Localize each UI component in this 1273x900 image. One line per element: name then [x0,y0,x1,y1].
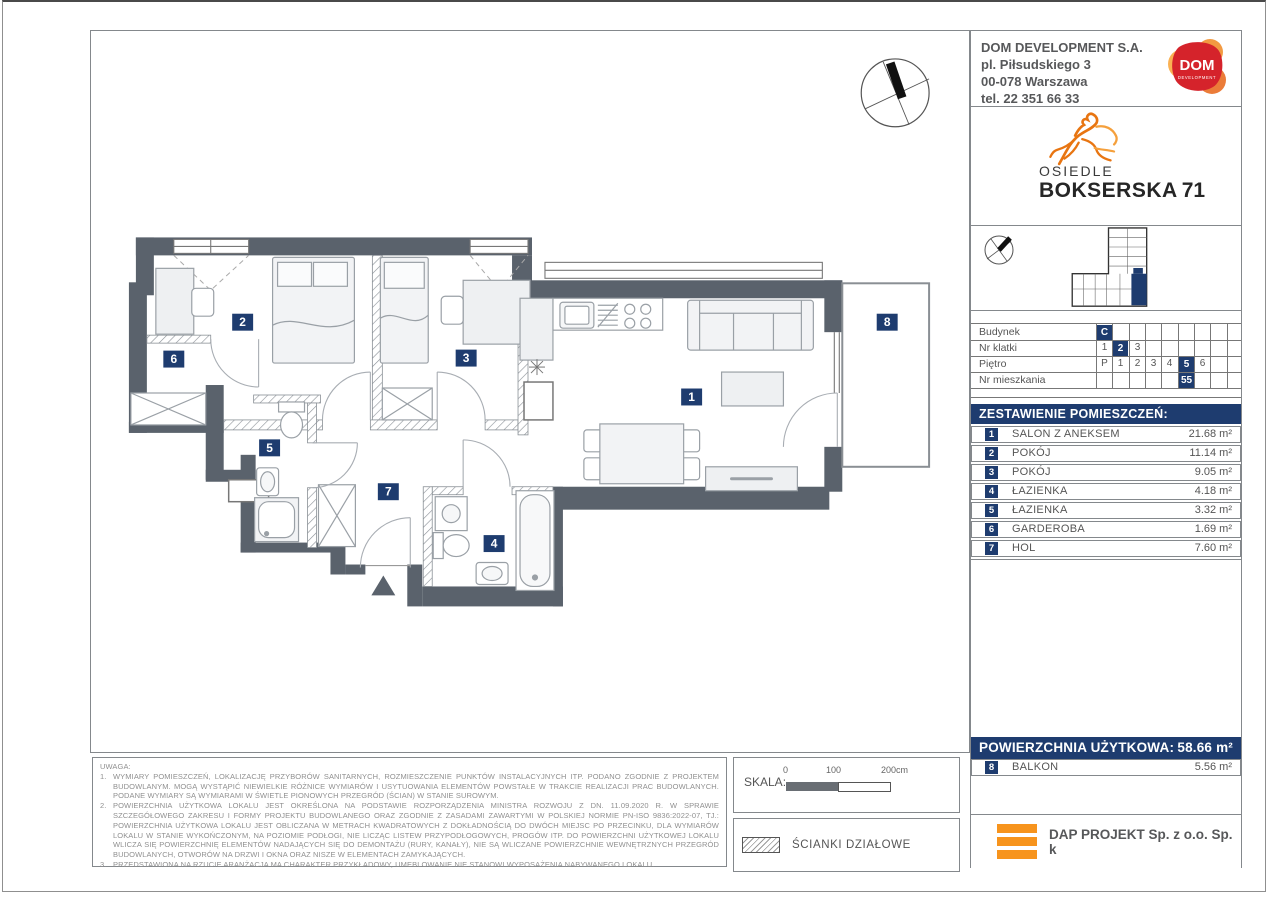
project-name: BOKSERSKA [1039,179,1178,202]
usable-area-header [971,737,1241,759]
dining-table [584,424,700,484]
table-row-label: Budynek [979,326,1020,338]
balcony-row [971,759,1241,776]
room-name: ŁAZIENKA [1012,485,1068,497]
table-cell: 3 [1150,358,1157,369]
svg-text:4: 4 [490,536,498,551]
room-row [971,445,1241,462]
legend-box [733,818,960,872]
room-number-badge: 4 [985,485,998,498]
project-brand [971,107,1241,226]
company-phone: tel. 22 351 66 33 [981,91,1080,106]
svg-text:DOM: DOM [1179,57,1215,74]
usable-area-label: POWIERZCHNIA UŻYTKOWA: [979,740,1175,755]
unit-table [971,323,1241,398]
toilet-bath5 [279,402,305,438]
notes-title: UWAGA: [100,762,131,771]
shower [255,498,299,542]
project-title [1039,163,1205,203]
svg-text:8: 8 [883,315,891,330]
entrance-arrow [371,575,395,595]
sink-bath4 [476,563,508,585]
room-name: HOL [1012,542,1036,554]
svg-text:1: 1 [688,389,695,404]
partition-hatch-swatch [742,837,780,853]
room-area: 7.60 m² [1194,542,1232,554]
svg-text:7: 7 [384,484,392,499]
room-row [971,483,1241,500]
spacer-box-small [971,779,1241,815]
room-area: 5.56 m² [1194,761,1232,773]
balcony-outline [842,283,929,466]
single-bed [380,257,428,363]
building-map [1056,226,1161,310]
svg-text:2: 2 [239,315,246,330]
room-number-badge: 3 [985,466,998,479]
table-cell: 6 [1199,358,1206,369]
notes-box [92,757,727,867]
spacer-box [971,559,1241,737]
room-label-8 [877,314,898,331]
table-cell-floor: 5 [1179,357,1194,372]
room-number-badge: 6 [985,523,998,536]
floor-plan-panel [90,30,970,753]
room-row [971,521,1241,538]
wardrobe-hall [318,485,355,547]
room-area: 1.69 m² [1194,523,1232,535]
room-name: BALKON [1012,761,1059,773]
room-row [971,464,1241,481]
company-address1: pl. Piłsudskiego 3 [981,57,1091,72]
svg-text:3: 3 [462,351,470,366]
table-row-label: Nr klatki [979,342,1017,354]
room-name: SALON Z ANEKSEM [1012,428,1120,440]
scale-tick-0: 0 [783,765,789,775]
room-label-4 [484,535,505,552]
designer-box [971,815,1241,869]
room-area: 11.14 m² [1189,447,1232,459]
info-column [970,30,1242,868]
vent-symbol [529,359,545,375]
project-prefix: OSIEDLE [1039,163,1114,179]
table-cell: 3 [1134,342,1141,353]
room-label-2 [232,314,253,331]
svg-text:6: 6 [170,352,178,367]
scale-bar-filled [786,782,838,791]
usable-area-value: 58.66 m² [1177,740,1233,755]
room-number-badge: 5 [985,504,998,517]
building-locator [971,226,1241,311]
company-name: DOM DEVELOPMENT S.A. [981,40,1143,55]
note-item: 3. PRZEDSTAWIONA NA RZUCIE ARANŻACJA MA CHARAKTER PRZYKŁADOWY, UMEBLOWANIE NIE STANOWI WYPOSAŻENIA NABYWANEGO LOKALU. [100,859,655,869]
double-bed [273,257,355,363]
scale-bar-empty [838,782,891,792]
desk-room3 [441,280,530,344]
desk-room2 [156,268,214,334]
table-cell: 2 [1134,358,1141,369]
sofa [688,300,814,350]
room-name: POKÓJ [1012,466,1051,478]
room-name: ŁAZIENKA [1012,504,1068,516]
kitchen-counter [553,298,663,330]
table-row-label: Nr mieszkania [979,374,1046,386]
horse-logo-icon [1029,109,1139,171]
designer-name: DAP PROJEKT Sp. z o.o. Sp. k [1049,827,1233,857]
table-cell: 1 [1117,358,1124,369]
project-number: 71 [1181,179,1206,202]
room-label-7 [378,483,399,500]
tv-console [706,467,798,491]
table-cell: 4 [1166,358,1173,369]
room-label-3 [456,350,477,367]
room-area: 9.05 m² [1194,466,1232,478]
room-label-1 [681,389,702,406]
room-row [971,502,1241,519]
table-cell-staircase: 2 [1113,341,1128,356]
room-number-badge: 7 [985,542,998,555]
room-name: POKÓJ [1012,447,1051,459]
table-cell: 1 [1101,342,1108,353]
room-label-5 [259,439,280,456]
legend-label: ŚCIANKI DZIAŁOWE [792,839,911,851]
room-row [971,426,1241,443]
room-label-6 [163,351,184,368]
sink-bath5 [257,468,279,496]
note-item: 1. WYMIARY POMIESZCZEŃ, LOKALIZACJĘ PRZYBORÓW SANITARNYCH, ROZMIESZCZENIE PUNKTÓW INSTALACYJNYCH ITP. PODANO ZGODNIE Z PROJEKTEM BUDOWLANYM. MOGĄ WYSTĄPIĆ NIEWIELKIE RÓŻNICE WYMIARÓW I USYTUOWANIA ELEMENTÓW POWSTAŁE W TRAKCIE REALIZACJI PRAC BUDOWLANYCH. PODANE WYMIARY SĄ WYMIARAMI W ŚWIETLE PIONOWYCH PRZEGRÓD (ŚCIAN) W STANIE SUROWYM. [100,771,719,801]
rooms-list-header: ZESTAWIENIE POMIESZCZEŃ: [971,404,1241,424]
highlighted-unit [1133,268,1143,274]
room-number-badge: 1 [985,428,998,441]
floor-plan [91,31,969,752]
wardrobe-room3 [382,388,432,420]
kitchen-tall-unit [520,298,553,360]
company-address2: 00-078 Warszawa [981,74,1088,89]
bathtub [516,491,554,591]
room-area: 4.18 m² [1194,485,1232,497]
coffee-table [722,372,784,406]
toilet-bath4 [433,533,469,559]
room-name: GARDEROBA [1012,523,1085,535]
company-header [971,31,1241,107]
wardrobe-garderoba [131,393,206,425]
washing-machine [435,497,467,531]
scale-tick-200: 200cm [881,765,909,775]
compass-icon [861,59,929,127]
svg-text:5: 5 [266,440,273,455]
room-area: 3.32 m² [1194,504,1232,516]
dap-projekt-logo-icon [997,824,1041,860]
mini-compass-icon [979,230,1019,270]
table-cell-building: C [1097,325,1112,340]
scale-label: SKALA: [744,775,787,789]
svg-text:DEVELOPMENT: DEVELOPMENT [1177,75,1217,80]
table-cell-apartment-no: 55 [1180,375,1193,386]
table-cell: P [1101,358,1108,369]
room-number-badge: 8 [985,761,998,774]
room-row [971,540,1241,557]
note-item: 2. POWIERZCHNIA UŻYTKOWA LOKALU JEST OKREŚLONA NA PODSTAWIE ROZPORZĄDZENIA MINISTRA ROZWOJU Z DN. 11.09.2020 R. W SPRAWIE SZCZEGÓŁOWEGO ZAKRESU I FORMY PROJEKTU BUDOWLANEGO ORAZ ZGODNIE Z ZASADAMI ZAWARTYMI W POLSKIEJ NORMIE PN-ISO 9836:2022-07, TJ.: POWIERZCHNIA UŻYTKOWA LOKALU JEST OBLICZANA W METRACH KWADRATOWYCH Z DOKŁADNOŚCIĄ DO DWÓCH MIEJSC PO PRZECINKU, DLA WYMIARÓW LOKALU W STANIE WYKOŃCZONYM, NA POZIOMIE PODŁOGI, NIE LICZĄC LISTEW PRZYPODŁOGOWYCH, PROGÓW ITP. DO POWIERZCHNI UŻYTKOWEJ LOKALU WLICZA SIĘ POWIERZCHNIĘ ELEMENTÓW NADAJĄCYCH SIĘ DO DEMONTAŻU (RURY, KANAŁY), NIE SĄ WLICZANE POWIERZCHNIE WEWNĘTRZNYCH PRZEGRÓD BUDOWLANYCH, OTWORÓW NA DRZWI I OKNA ORAZ NISZE W ELEMENTACH ZAMYKAJĄCYCH. [100,801,719,860]
room-number-badge: 2 [985,447,998,460]
table-row-label: Piętro [979,358,1007,370]
scale-box [733,757,960,813]
room-area: 21.68 m² [1188,428,1232,440]
dom-development-logo [1163,36,1233,100]
scale-tick-100: 100 [826,765,842,775]
